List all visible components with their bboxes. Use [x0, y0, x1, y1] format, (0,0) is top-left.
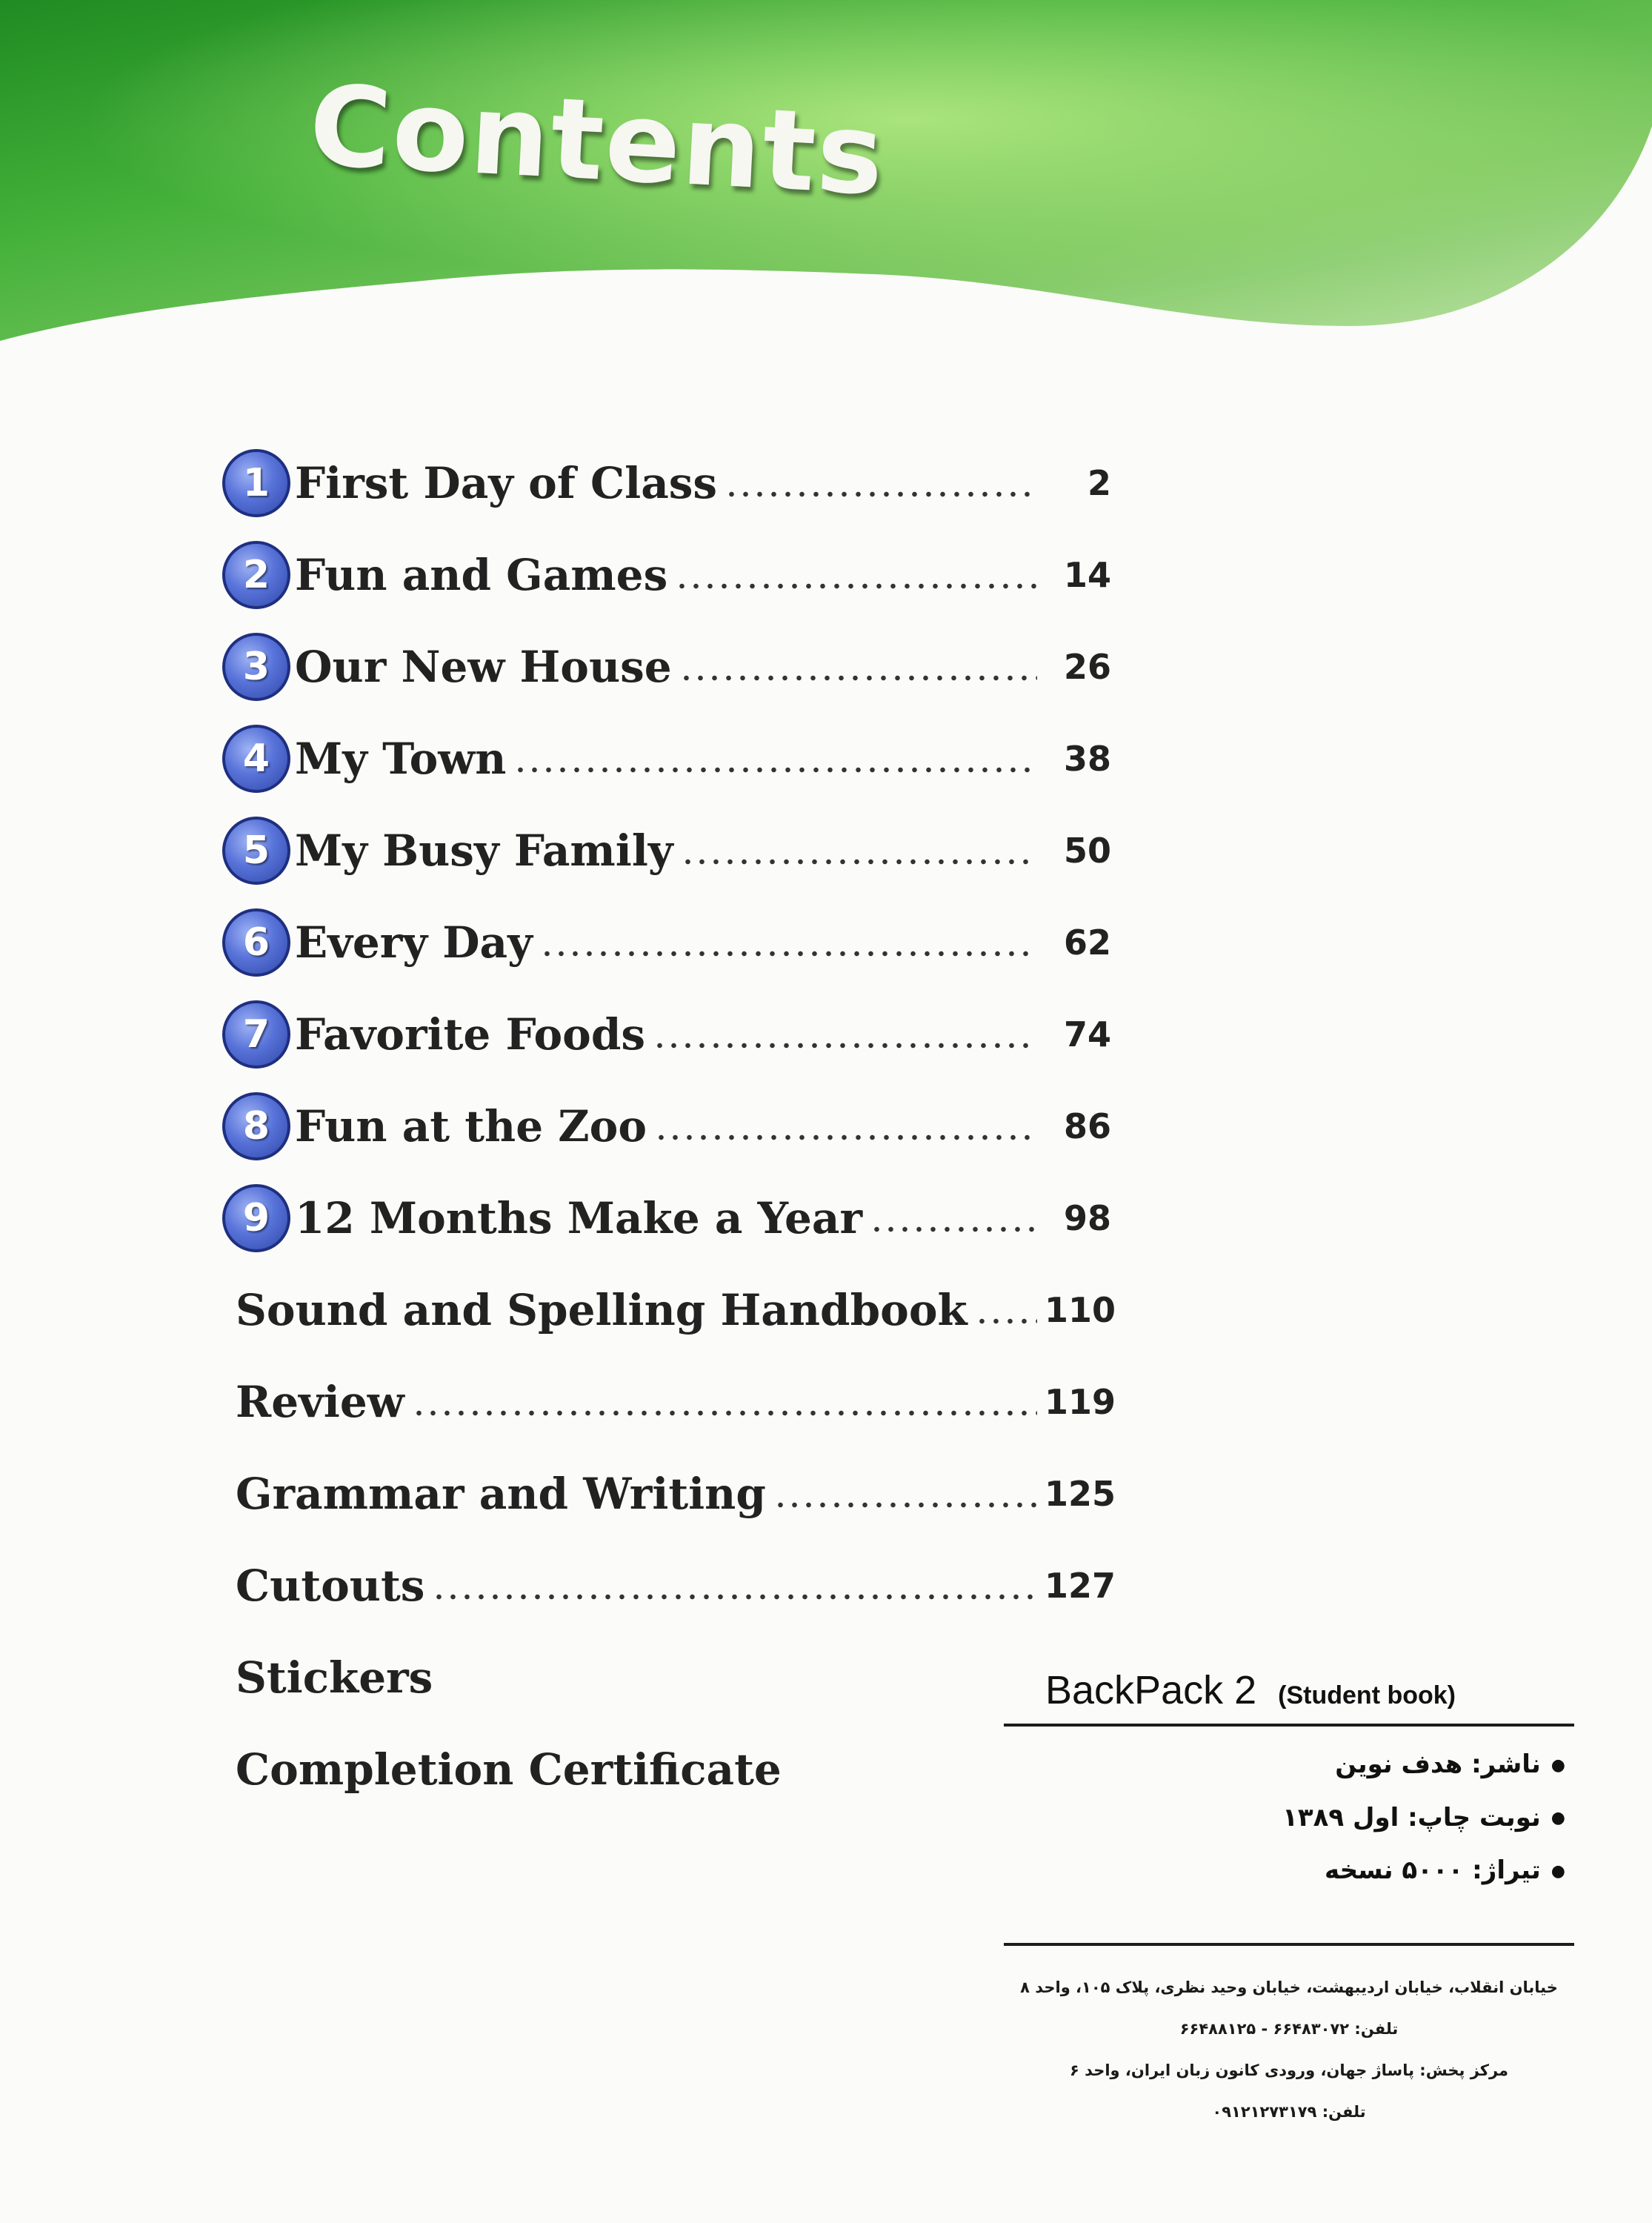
phone-line: تلفن: ۶۶۴۸۳۰۷۲ - ۶۶۴۸۸۱۲۵: [1179, 2020, 1399, 2038]
toc-entry-unit-6[interactable]: [222, 897, 1111, 988]
toc-entry-title: Grammar and Writing: [236, 1469, 766, 1519]
dot-leader: [540, 951, 1037, 957]
dot-leader: [870, 1226, 1037, 1232]
toc-entry-title: Sound and Spelling Handbook: [236, 1285, 967, 1335]
unit-number-badge: 4: [222, 725, 290, 793]
imprint-block: [1004, 1667, 1574, 1898]
dot-leader: [725, 491, 1037, 497]
dot-leader: [513, 767, 1037, 773]
toc-page-number: 86: [1063, 1106, 1111, 1146]
unit-number-badge: 2: [222, 541, 290, 609]
phone-line: تلفن: ۰۹۱۲۱۲۷۳۱۷۹: [1212, 2103, 1366, 2121]
toc-page-number: 125: [1045, 1474, 1116, 1514]
dot-leader: [654, 1134, 1037, 1140]
toc-entry-title: Stickers: [236, 1652, 433, 1703]
unit-number-badge: 3: [222, 633, 290, 701]
toc-entry-title: Fun and Games: [295, 550, 668, 600]
print-run-line: ● نوبت چاپ: اول ۱۳۸۹: [1004, 1792, 1574, 1845]
circulation-line: ● تیراژ: ۵۰۰۰ نسخه: [1004, 1844, 1574, 1898]
toc-entry-title: Our New House: [295, 642, 672, 692]
toc-entry-cutouts[interactable]: [222, 1540, 1116, 1632]
divider: [1004, 1943, 1574, 1946]
toc-entry-title: Review: [236, 1377, 404, 1427]
toc-entry-title: Completion Certificate: [236, 1744, 782, 1795]
address-block: [1004, 1943, 1574, 2133]
unit-number-badge: 7: [222, 1000, 290, 1069]
toc-entry-completion-certificate[interactable]: [222, 1724, 1111, 1815]
toc-entry-title: 12 Months Make a Year: [295, 1193, 863, 1243]
toc-entry-grammar-and-writing[interactable]: [222, 1448, 1116, 1540]
toc-entry-title: Cutouts: [236, 1561, 425, 1611]
toc-page-number: 38: [1063, 739, 1111, 779]
toc-entry-review[interactable]: [222, 1356, 1116, 1448]
toc-page-number: 110: [1045, 1290, 1116, 1330]
toc-page-number: 62: [1063, 923, 1111, 963]
toc-entry-title: First Day of Class: [295, 458, 718, 508]
toc-entry-title: My Busy Family: [295, 825, 673, 876]
unit-number-badge: 1: [222, 449, 290, 517]
toc-page-number: 127: [1045, 1566, 1116, 1606]
unit-number-badge: 9: [222, 1184, 290, 1252]
book-name: BackPack 2: [1045, 1668, 1257, 1712]
page-title: Contents: [306, 62, 888, 221]
dot-leader: [675, 583, 1037, 589]
book-edition: (Student book): [1278, 1681, 1456, 1709]
toc-entry-unit-7[interactable]: [222, 988, 1111, 1080]
dot-leader: [412, 1410, 1037, 1416]
toc-entry-title: Fun at the Zoo: [295, 1101, 647, 1152]
dot-leader: [679, 675, 1037, 681]
toc-entry-unit-3[interactable]: [222, 621, 1111, 713]
unit-number-badge: 6: [222, 908, 290, 977]
publisher-line: ● ناشر: هدف نوین: [1004, 1738, 1574, 1792]
toc-page-number: 50: [1063, 831, 1111, 871]
dot-leader: [773, 1502, 1037, 1508]
toc-page-number: 119: [1045, 1382, 1116, 1422]
address-line: خیابان انقلاب، خیابان اردیبهشت، خیابان وحید نظری، پلاک ۱۰۵، واحد ۸: [1020, 1978, 1558, 1996]
toc-entry-unit-4[interactable]: [222, 713, 1111, 805]
dot-leader: [653, 1043, 1037, 1049]
toc-entry-title: Every Day: [295, 917, 533, 968]
imprint-details: [1004, 1738, 1574, 1898]
toc-entry-title: My Town: [295, 734, 507, 784]
toc-page-number: 26: [1063, 647, 1111, 687]
book-title: [1045, 1667, 1574, 1713]
table-of-contents: [222, 437, 1116, 1815]
toc-entry-stickers[interactable]: [222, 1632, 1111, 1724]
toc-page-number: 14: [1063, 555, 1111, 595]
toc-entry-title: Favorite Foods: [295, 1009, 646, 1060]
toc-entry-unit-1[interactable]: [222, 437, 1111, 529]
distribution-line: مرکز پخش: پاساژ جهان، ورودی کانون زبان ایران، واحد ۶: [1069, 2061, 1509, 2079]
dot-leader: [681, 859, 1037, 865]
toc-entry-unit-2[interactable]: [222, 529, 1111, 621]
toc-entry-unit-8[interactable]: [222, 1080, 1111, 1172]
toc-entry-unit-9[interactable]: [222, 1172, 1111, 1264]
toc-entry-unit-5[interactable]: [222, 805, 1111, 897]
toc-page-number: 2: [1087, 463, 1111, 503]
unit-number-badge: 5: [222, 817, 290, 885]
toc-entry-sound-and-spelling[interactable]: [222, 1264, 1116, 1356]
toc-page-number: 74: [1063, 1014, 1111, 1054]
dot-leader: [432, 1594, 1037, 1600]
dot-leader: [975, 1318, 1037, 1324]
toc-page-number: 98: [1063, 1198, 1111, 1238]
unit-number-badge: 8: [222, 1092, 290, 1160]
divider: [1004, 1724, 1574, 1727]
